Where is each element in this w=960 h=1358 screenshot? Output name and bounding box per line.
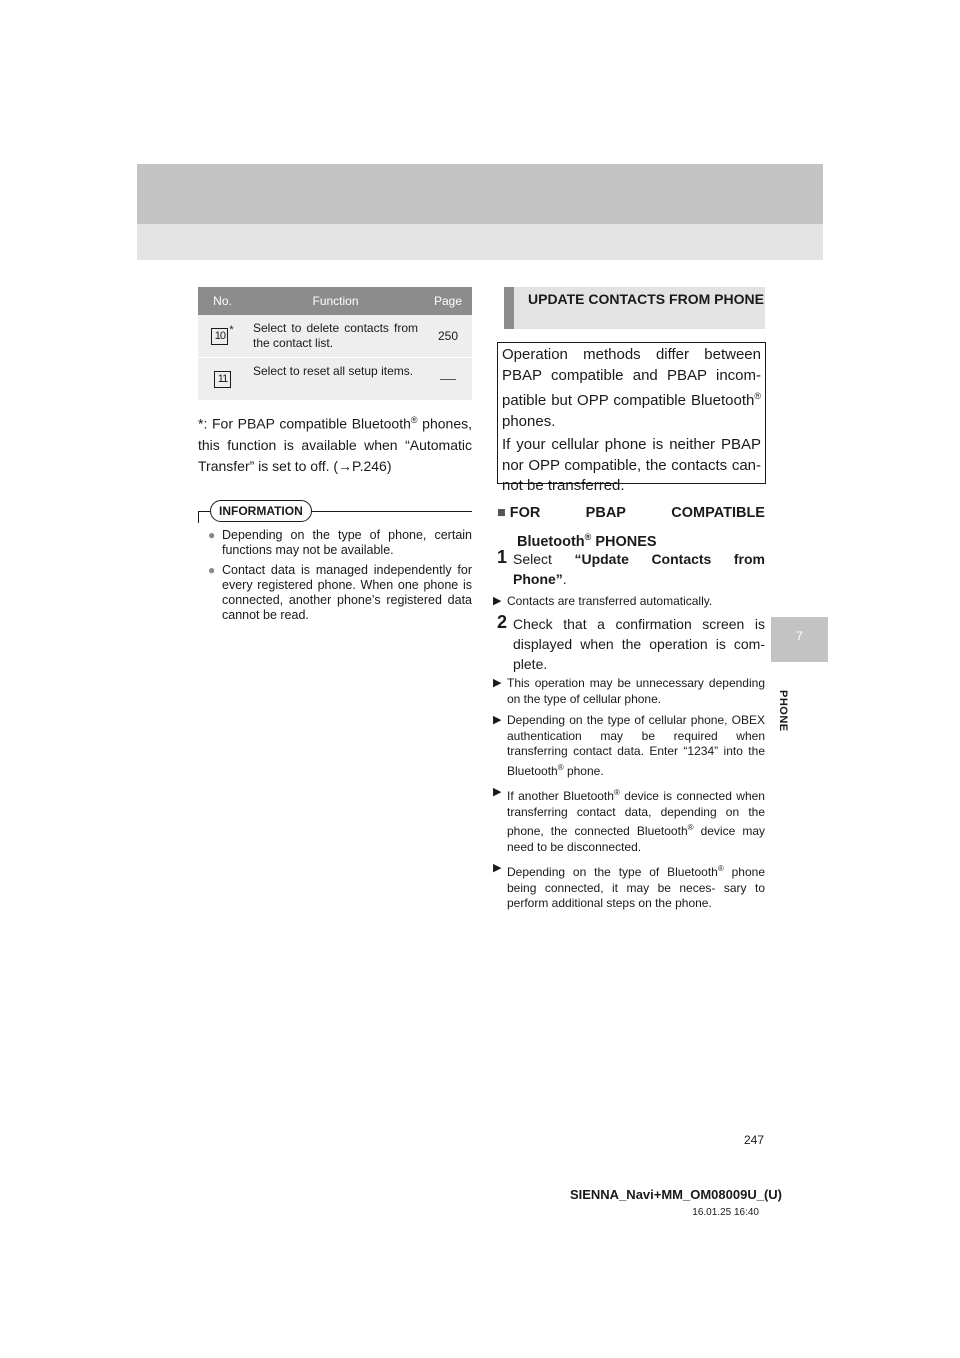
table-row <box>198 358 472 401</box>
information-tag: INFORMATION <box>210 500 312 522</box>
arrow-bullet-icon: ▶ <box>493 714 502 726</box>
information-list <box>208 528 472 628</box>
info-rule-vertical <box>198 511 199 523</box>
footnote: *: For PBAP compatible Bluetooth® phones, this function is available when “Automatic Transfer” is set to off. (→P.246) <box>198 415 472 474</box>
list-item: ▶ Contacts are transferred automatically. <box>493 594 713 608</box>
arrow-bullet-icon: ▶ <box>493 786 502 798</box>
info-rule-right <box>308 511 472 512</box>
function-table <box>198 287 472 401</box>
list-item: ● Depending on the type of phone, certain functions may not be available. <box>208 528 472 557</box>
list-item: ▶ Depending on the type of Bluetooth® phone being connected, it may be neces- sary to perform additional steps on the phone. <box>493 862 765 910</box>
table-header <box>198 287 472 315</box>
asterisk-mark: * <box>229 324 234 336</box>
title-accent-bar <box>504 287 514 329</box>
step-number: 1 <box>497 547 508 567</box>
menu-option-label: “Update Contacts from Phone” <box>513 551 765 587</box>
list-item: ● Contact data is managed independently for every registered phone. When one phone is connected, another phone’s registered data cannot be read. <box>208 563 472 622</box>
item-number-box: 10 <box>211 328 228 345</box>
chapter-tab[interactable] <box>771 617 828 662</box>
header-band <box>137 164 823 224</box>
arrow-bullet-icon: ▶ <box>493 595 502 607</box>
subsection-heading: ■ FOR PBAP COMPATIBLE Bluetooth® PHONES <box>497 505 765 550</box>
info-rule-left <box>198 511 210 512</box>
chapter-number: 7 <box>796 629 803 643</box>
arrow-bullet-icon: ▶ <box>493 862 502 874</box>
step-2: 2 Check that a confirmation screen is displayed when the operation is com- plete. <box>497 612 765 672</box>
print-timestamp: 16.01.25 16:40 <box>692 1207 759 1218</box>
header-subband <box>137 224 823 260</box>
chapter-label-text: PHONE <box>777 690 789 732</box>
col-no: No. <box>213 294 232 308</box>
bullet-icon: ● <box>208 563 216 577</box>
step-1: 1 Select “Update Contacts from Phone”. <box>497 547 765 587</box>
arrow-bullet-icon: ▶ <box>493 677 502 689</box>
section-label: 2. SETUP <box>842 201 900 216</box>
list-item: ▶ Depending on the type of cellular phone, OBEX authentication may be required when transferring contact data. Enter “1234” into the Bluetooth® phone. <box>493 713 765 778</box>
table-row <box>198 315 472 358</box>
col-function: Function <box>312 294 359 308</box>
item-number-box: 11 <box>214 371 231 388</box>
square-icon: ■ <box>497 505 506 521</box>
col-page: Page <box>433 294 463 308</box>
no-page-dash <box>440 379 456 380</box>
function-cell: Select to delete contacts from the contact list. <box>253 321 418 350</box>
step-number: 2 <box>497 612 508 632</box>
chapter-label <box>767 672 797 732</box>
section-title: UPDATE CONTACTS FROM PHONE <box>504 287 765 329</box>
step-2-notes <box>493 676 765 918</box>
list-item: ▶ If another Bluetooth® device is connected when transferring contact data, depending on the phone, the connected Bluetooth® device may need to be disconnected. <box>493 786 765 854</box>
bullet-icon: ● <box>208 528 216 542</box>
list-item: ▶ This operation may be unnecessary depending on the type of cellular phone. <box>493 676 765 706</box>
page-number: 247 <box>743 1133 764 1147</box>
page-cell: 250 <box>437 329 459 343</box>
function-cell: Select to reset all setup items. <box>253 364 414 378</box>
compatibility-note: Operation methods differ between PBAP compatible and PBAP incom- patible but OPP compatible Bluetooth® phones. If your cellular phone is neither PBAP nor OPP compatible, the contacts can- not be transferred. <box>497 342 766 484</box>
document-id: SIENNA_Navi+MM_OM08009U_(U) <box>569 1187 782 1202</box>
step-1-notes <box>493 594 765 616</box>
page-cell <box>424 358 472 400</box>
